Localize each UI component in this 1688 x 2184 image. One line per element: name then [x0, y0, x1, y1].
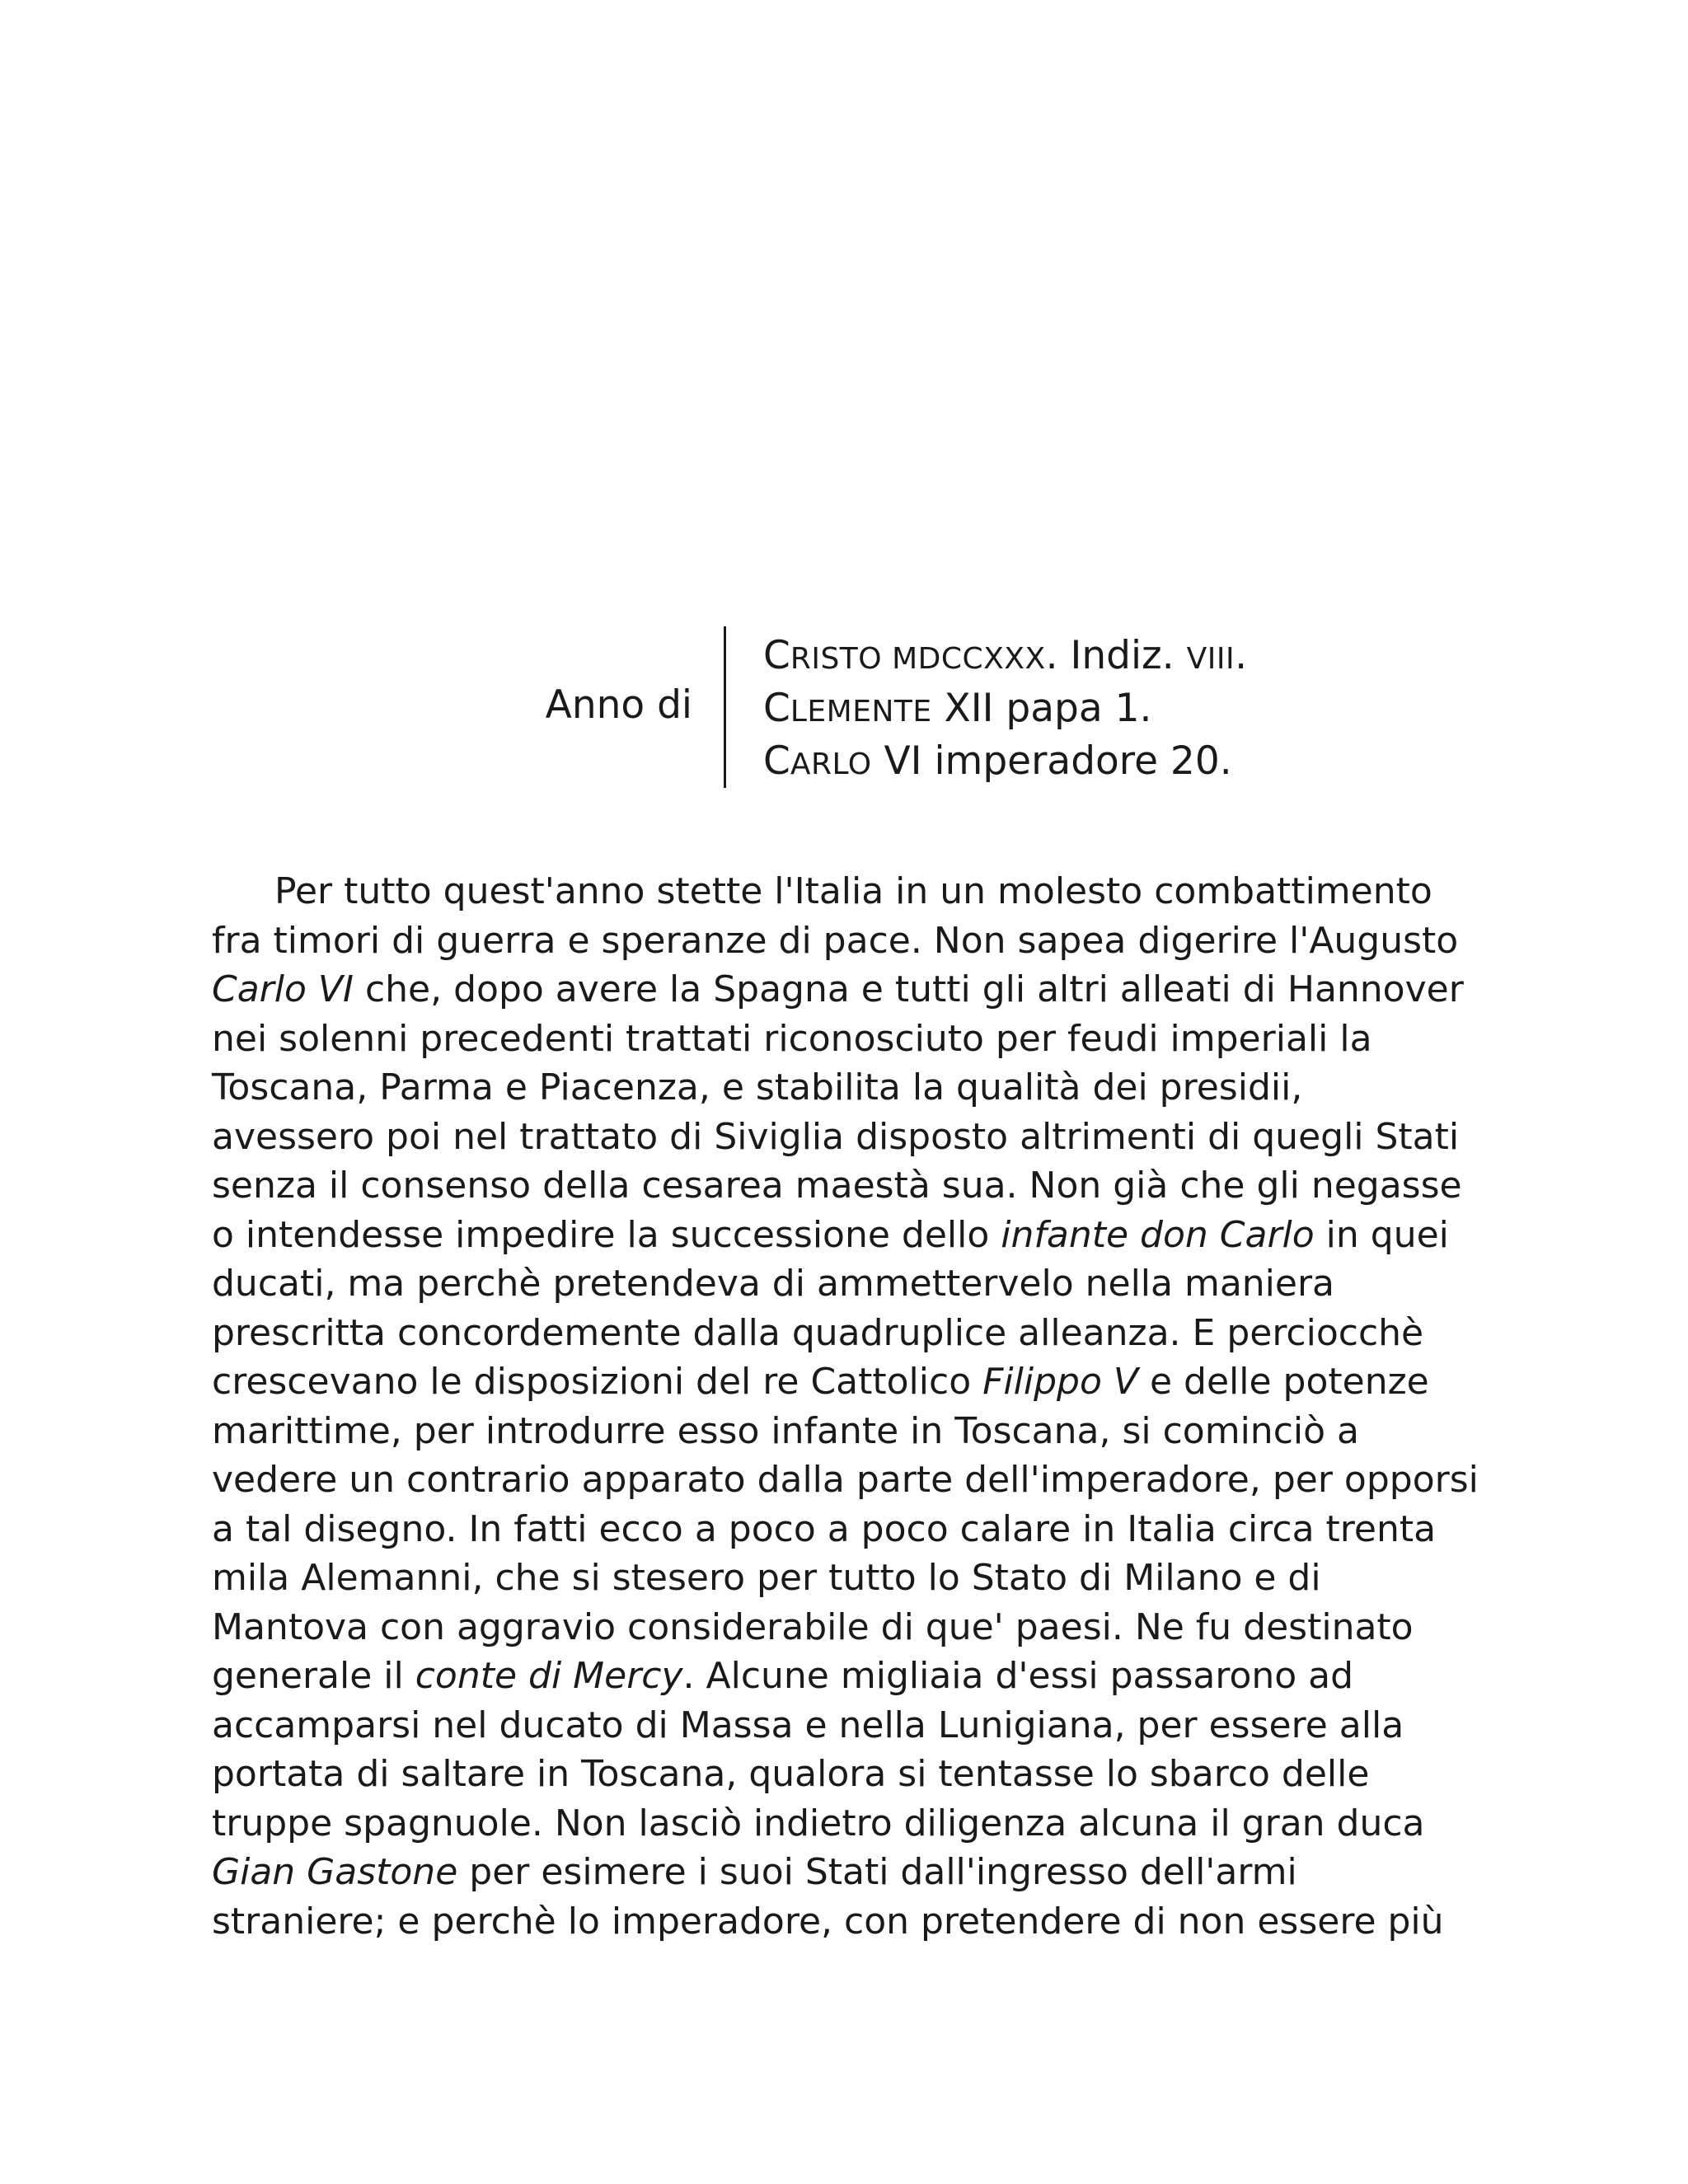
text-run: truppe spagnuole. Non lasciò indietro diligenza alcuna il gran duca [212, 1802, 1425, 1844]
text-run: straniere; e perchè lo imperadore, con pretendere di non essere più [212, 1900, 1444, 1943]
italic-name: Filippo V [982, 1361, 1138, 1403]
text-line [212, 1897, 1481, 1947]
text-run: o intendesse impedire la successione dello [212, 1213, 1001, 1256]
text-run: in quei [1314, 1213, 1449, 1256]
text-run: ducati, ma perchè pretendeva di ammettervelo nella maniera [212, 1263, 1335, 1305]
text-run: Mantova con aggravio considerabile di que' paesi. Ne fu destinato [212, 1605, 1414, 1648]
text-run: generale il [212, 1655, 415, 1697]
text-line [212, 1603, 1481, 1652]
imperadore-text: VI imperadore 20. [871, 738, 1232, 784]
text-run: . Alcune migliaia d'essi passarono ad [682, 1655, 1354, 1697]
text-run: Toscana, Parma e Piacenza, e stabilita la qualità dei presidii, [212, 1066, 1303, 1108]
text-line [212, 965, 1481, 1015]
date-line-cristo [763, 631, 1247, 684]
text-run: crescevano le disposizioni del re Cattolico [212, 1361, 983, 1403]
smallcap-word: LEMENTE [790, 695, 932, 729]
text-line [212, 1309, 1481, 1358]
body-paragraph [212, 867, 1481, 1946]
text-line [212, 1750, 1481, 1799]
heading-divider [724, 626, 726, 788]
text-run: vedere un contrario apparato dalla parte dell'imperadore, per opporsi [212, 1459, 1479, 1501]
text-run: marittime, per introdurre esso infante in Toscana, si cominciò a [212, 1409, 1359, 1452]
anno-label: Anno di [545, 682, 692, 728]
text-line [212, 916, 1481, 966]
italic-name: infante don Carlo [1001, 1213, 1315, 1256]
papa-text: XII papa 1. [931, 686, 1152, 731]
text-line [212, 867, 1481, 916]
text-line [212, 1701, 1481, 1750]
smallcap-initial: C [763, 738, 790, 784]
text-run: e delle potenze [1137, 1361, 1429, 1403]
text-run: a tal disegno. In fatti ecco a poco a poco calare in Italia circa trenta [212, 1507, 1437, 1550]
italic-name: Gian Gastone [212, 1851, 458, 1893]
text-run: Per tutto quest'anno stette l'Italia in un molesto combattimento [274, 870, 1432, 912]
text-run: che, dopo avere la Spagna e tutti gli altri alleati di Hannover [353, 968, 1464, 1010]
text-line [212, 1455, 1481, 1505]
year-heading [0, 626, 1688, 791]
indiz-text: . Indiz. [1045, 633, 1187, 678]
text-line [212, 1015, 1481, 1064]
text-line [212, 1848, 1481, 1897]
smallcap-initial: C [763, 633, 790, 678]
text-line [212, 1211, 1481, 1260]
text-run: portata di saltare in Toscana, qualora si tentasse lo sbarco delle [212, 1753, 1370, 1795]
text-run: fra timori di guerra e speranze di pace. Non sapea digerire l'Augusto [212, 919, 1459, 962]
text-run: per esimere i suoi Stati dall'ingresso dell'armi [457, 1851, 1297, 1893]
text-line [212, 1407, 1481, 1456]
text-line [212, 1063, 1481, 1113]
text-line [212, 1652, 1481, 1701]
indiz-number: VIII [1186, 642, 1236, 676]
text-line [212, 1554, 1481, 1603]
period: . [1235, 633, 1248, 678]
italic-name: Carlo VI [212, 968, 354, 1010]
text-run: accamparsi nel ducato di Massa e nella Lunigiana, per essere alla [212, 1704, 1404, 1746]
smallcap-initial: C [763, 686, 790, 731]
roman-year: MDCCXXX [882, 642, 1046, 676]
text-line [212, 1505, 1481, 1554]
text-run: mila Alemanni, che si stesero per tutto lo Stato di Milano e di [212, 1557, 1321, 1599]
text-line [212, 1161, 1481, 1211]
date-line-carlo [763, 737, 1247, 790]
text-run: nei solenni precedenti trattati riconosciuto per feudi imperiali la [212, 1017, 1372, 1060]
text-line [212, 1799, 1481, 1849]
text-line [212, 1113, 1481, 1162]
italic-name: conte di Mercy [415, 1655, 683, 1697]
smallcap-word: ARLO [790, 748, 872, 781]
text-run: senza il consenso della cesarea maestà sua. Non già che gli negasse [212, 1165, 1462, 1207]
date-lines [763, 631, 1247, 790]
smallcap-word: RISTO [790, 642, 883, 676]
text-line [212, 1259, 1481, 1309]
date-line-clemente [763, 684, 1247, 737]
text-line [212, 1357, 1481, 1407]
text-run: avessero poi nel trattato di Siviglia disposto altrimenti di quegli Stati [212, 1115, 1460, 1158]
text-run: prescritta concordemente dalla quadruplice alleanza. E perciocchè [212, 1311, 1424, 1354]
